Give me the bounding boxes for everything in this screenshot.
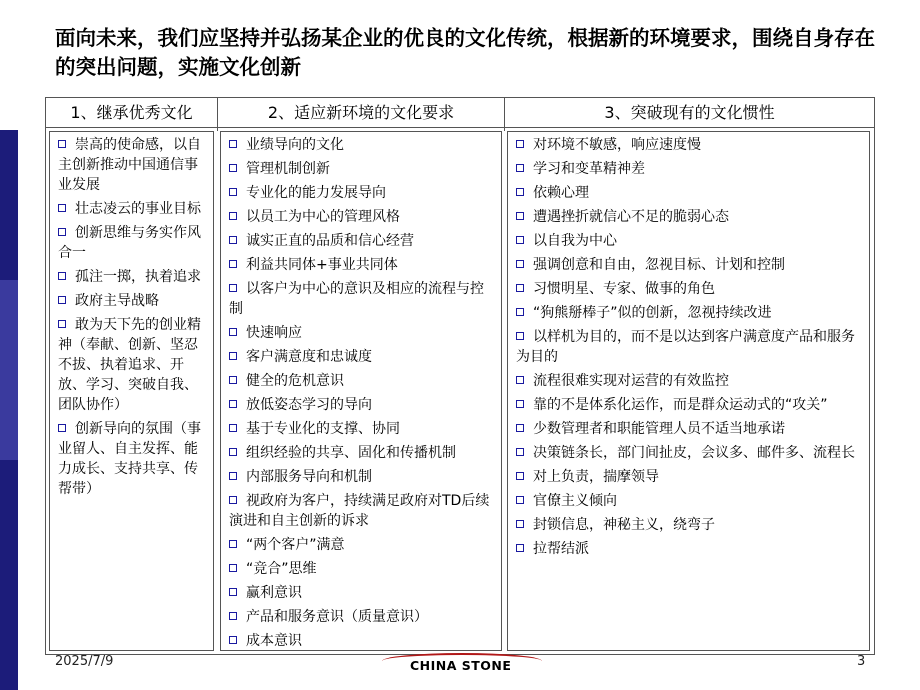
list-item: [58, 419, 209, 499]
list-item: [229, 183, 497, 203]
left-bar-segment: [0, 460, 18, 690]
column-inherit-list: [49, 131, 214, 651]
list-item: [229, 323, 497, 343]
square-bullet-icon: [58, 204, 66, 212]
list-item: [229, 159, 497, 179]
footer-date: 2025/7/9: [55, 654, 114, 669]
left-bar-segment: [0, 130, 18, 280]
list-item-text: 官僚主义倾向: [533, 493, 617, 509]
list-item-text: 强调创意和自由，忽视目标、计划和控制: [533, 257, 785, 273]
list-item-text: 依赖心理: [533, 185, 589, 201]
column-header-adapt: 2、适应新环境的文化要求: [218, 98, 504, 128]
list-item: [229, 207, 497, 227]
list-item: [58, 291, 209, 311]
square-bullet-icon: [229, 212, 237, 220]
list-item: [516, 395, 865, 415]
list-item-text: 拉帮结派: [533, 541, 589, 557]
list-item-text: 诚实正直的品质和信心经营: [246, 233, 414, 249]
list-item: [516, 371, 865, 391]
list-item: [58, 267, 209, 287]
square-bullet-icon: [516, 448, 524, 456]
list-item: [58, 135, 209, 195]
list-item-text: 放低姿态学习的导向: [246, 397, 372, 413]
square-bullet-icon: [229, 540, 237, 548]
list-item-text: 政府主导战略: [75, 293, 159, 309]
list-item-text: 敢为天下先的创业精神（奉献、创新、坚忍不拔、执着追求、开放、学习、突破自我、团队协作）: [58, 317, 201, 413]
list-item-text: 创新导向的氛围（事业留人、自主发挥、能力成长、支持共享、传帮带）: [58, 421, 201, 497]
square-bullet-icon: [229, 612, 237, 620]
square-bullet-icon: [229, 352, 237, 360]
list-item: [58, 199, 209, 219]
list-item-text: 决策链条长，部门间扯皮，会议多、邮件多、流程长: [533, 445, 855, 461]
list-item: [229, 255, 497, 275]
square-bullet-icon: [58, 424, 66, 432]
list-item-text: 赢利意识: [246, 585, 302, 601]
list-item: [516, 443, 865, 463]
list-item: [229, 631, 497, 651]
list-item: [516, 515, 865, 535]
square-bullet-icon: [516, 260, 524, 268]
list-item: [516, 255, 865, 275]
list-item-text: 崇高的使命感，以自主创新推动中国通信事业发展: [58, 137, 201, 193]
culture-table: [45, 97, 875, 655]
list-item: [229, 443, 497, 463]
list-item: [229, 467, 497, 487]
square-bullet-icon: [229, 636, 237, 644]
square-bullet-icon: [229, 188, 237, 196]
left-decorative-bar: [0, 0, 18, 690]
list-item-text: 快速响应: [246, 325, 302, 341]
list-item-text: 习惯明星、专家、做事的角色: [533, 281, 715, 297]
list-item: [516, 303, 865, 323]
list-item-text: 创新思维与务实作风合一: [58, 225, 201, 261]
list-item: [58, 223, 209, 263]
square-bullet-icon: [229, 140, 237, 148]
list-item-text: 以客户为中心的意识及相应的流程与控制: [229, 281, 484, 317]
list-item-text: “竞合”思维: [246, 561, 317, 577]
square-bullet-icon: [516, 520, 524, 528]
china-stone-logo: [410, 655, 520, 677]
square-bullet-icon: [229, 164, 237, 172]
list-item: [229, 347, 497, 367]
square-bullet-icon: [516, 472, 524, 480]
list-item-text: 对上负责，揣摩领导: [533, 469, 659, 485]
list-item-text: 内部服务导向和机制: [246, 469, 372, 485]
slide-title: 面向未来，我们应坚持并弘扬某企业的优良的文化传统，根据新的环境要求，围绕自身存在的突出问题，实施文化创新: [55, 26, 875, 79]
square-bullet-icon: [516, 496, 524, 504]
square-bullet-icon: [229, 400, 237, 408]
list-item-text: 孤注一掷，执着追求: [75, 269, 201, 285]
list-item-text: 对环境不敏感，响应速度慢: [533, 137, 701, 153]
square-bullet-icon: [58, 296, 66, 304]
list-item-text: 基于专业化的支撑、协同: [246, 421, 400, 437]
list-item: [516, 467, 865, 487]
page-number: 3: [857, 654, 866, 669]
square-bullet-icon: [58, 320, 66, 328]
list-item: [229, 607, 497, 627]
list-item: [516, 491, 865, 511]
list-item: [229, 231, 497, 251]
list-item: [516, 231, 865, 251]
square-bullet-icon: [229, 284, 237, 292]
square-bullet-icon: [516, 140, 524, 148]
list-item-text: 以样机为目的，而不是以达到客户满意度产品和服务为目的: [516, 329, 855, 365]
list-item-text: 少数管理者和职能管理人员不适当地承诺: [533, 421, 785, 437]
square-bullet-icon: [58, 140, 66, 148]
list-item: [229, 559, 497, 579]
square-bullet-icon: [516, 308, 524, 316]
logo-text: CHINA STONE: [410, 658, 512, 673]
square-bullet-icon: [516, 164, 524, 172]
square-bullet-icon: [516, 188, 524, 196]
column-adapt-list: [220, 131, 502, 651]
square-bullet-icon: [229, 588, 237, 596]
list-item: [229, 371, 497, 391]
list-item-text: “狗熊掰棒子”似的创新，忽视持续改进: [533, 305, 772, 321]
column-break-list: [507, 131, 870, 651]
square-bullet-icon: [229, 564, 237, 572]
list-item: [229, 135, 497, 155]
list-item-text: 利益共同体+事业共同体: [246, 257, 398, 273]
list-item-text: 以员工为中心的管理风格: [246, 209, 400, 225]
list-item-text: 遭遇挫折就信心不足的脆弱心态: [533, 209, 729, 225]
list-item: [516, 419, 865, 439]
square-bullet-icon: [229, 448, 237, 456]
list-item: [229, 491, 497, 531]
list-item-text: 壮志凌云的事业目标: [75, 201, 201, 217]
list-item: [516, 207, 865, 227]
square-bullet-icon: [516, 376, 524, 384]
list-item-text: 成本意识: [246, 633, 302, 649]
list-item: [58, 315, 209, 415]
list-item-text: 封锁信息，神秘主义，绕弯子: [533, 517, 715, 533]
list-item-text: 以自我为中心: [533, 233, 617, 249]
list-item: [516, 539, 865, 559]
list-item-text: 组织经验的共享、固化和传播机制: [246, 445, 456, 461]
square-bullet-icon: [229, 496, 237, 504]
square-bullet-icon: [516, 400, 524, 408]
square-bullet-icon: [229, 328, 237, 336]
list-item-text: 业绩导向的文化: [246, 137, 344, 153]
square-bullet-icon: [229, 376, 237, 384]
list-item-text: 专业化的能力发展导向: [246, 185, 386, 201]
list-item: [229, 279, 497, 319]
square-bullet-icon: [229, 472, 237, 480]
list-item: [229, 395, 497, 415]
square-bullet-icon: [229, 424, 237, 432]
square-bullet-icon: [516, 284, 524, 292]
square-bullet-icon: [516, 236, 524, 244]
list-item-text: “两个客户”满意: [246, 537, 345, 553]
square-bullet-icon: [516, 212, 524, 220]
list-item-text: 产品和服务意识（质量意识）: [246, 609, 428, 625]
list-item: [229, 419, 497, 439]
list-item-text: 管理机制创新: [246, 161, 330, 177]
list-item: [516, 279, 865, 299]
list-item-text: 流程很难实现对运营的有效监控: [533, 373, 729, 389]
square-bullet-icon: [516, 544, 524, 552]
left-bar-segment: [0, 280, 18, 460]
list-item: [516, 135, 865, 155]
list-item: [516, 159, 865, 179]
square-bullet-icon: [516, 424, 524, 432]
list-item-text: 健全的危机意识: [246, 373, 344, 389]
square-bullet-icon: [229, 260, 237, 268]
list-item-text: 靠的不是体系化运作，而是群众运动式的“攻关”: [533, 397, 828, 413]
list-item: [516, 327, 865, 367]
column-header-break: 3、突破现有的文化惯性: [505, 98, 874, 128]
square-bullet-icon: [58, 272, 66, 280]
list-item: [516, 183, 865, 203]
square-bullet-icon: [229, 236, 237, 244]
column-header-inherit: 1、继承优秀文化: [46, 98, 217, 128]
list-item: [229, 535, 497, 555]
list-item-text: 视政府为客户，持续满足政府对TD后续演进和自主创新的诉求: [229, 493, 490, 529]
list-item-text: 学习和变革精神差: [533, 161, 645, 177]
list-item-text: 客户满意度和忠诚度: [246, 349, 372, 365]
list-item: [229, 583, 497, 603]
square-bullet-icon: [516, 332, 524, 340]
square-bullet-icon: [58, 228, 66, 236]
